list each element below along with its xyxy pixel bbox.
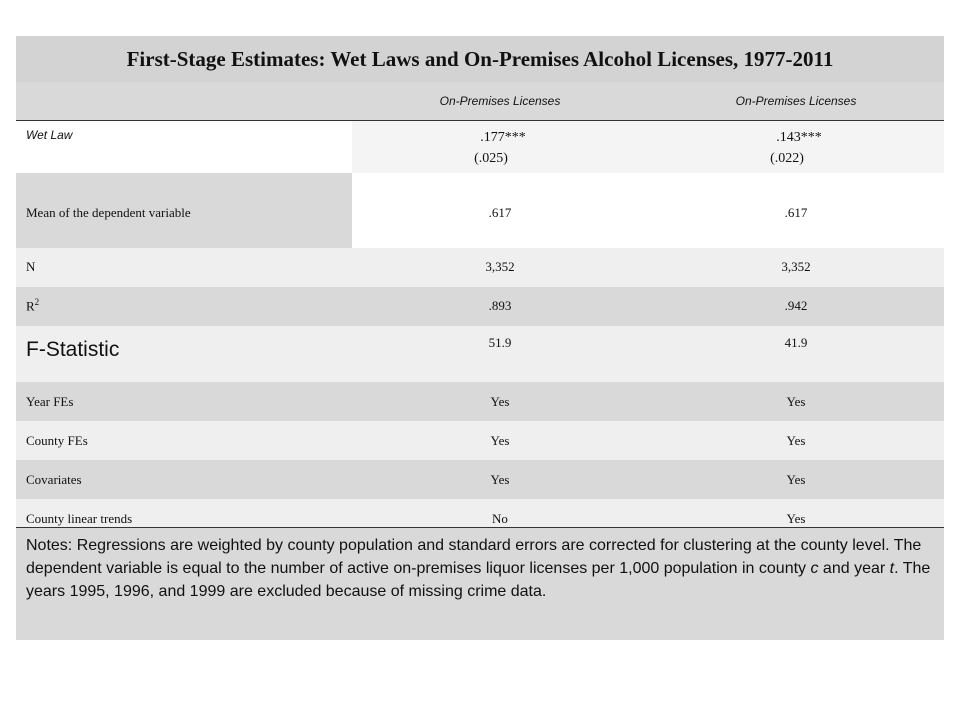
table-title: First-Stage Estimates: Wet Laws and On-Premises Alcohol Licenses, 1977-2011 — [16, 36, 944, 82]
se-col1: (.025) — [474, 151, 508, 166]
superscript: 2 — [34, 297, 40, 307]
value-col1: Yes — [490, 433, 510, 448]
value-col1: 51.9 — [488, 335, 512, 350]
table-row-n — [16, 248, 944, 287]
value-col2: Yes — [786, 394, 806, 409]
se-col2: (.022) — [770, 151, 804, 166]
value-col1: No — [492, 511, 508, 526]
table-row-r-squared — [16, 287, 944, 326]
row-label: N — [26, 259, 36, 274]
column-header-row — [16, 82, 944, 121]
table-row-county-fes — [16, 421, 944, 460]
table-notes: Notes: Regressions are weighted by county population and standard errors are corrected for clustering at the county level. The dependent variable is equal to the number of active on-premises liquor licenses per 1,000 population in county c and year t. The years 1995, 1996, and 1999 are excluded because of missing crime data. — [16, 527, 944, 640]
value-col2: .617 — [784, 205, 808, 220]
table-row-mean — [16, 173, 944, 248]
row-label: Year FEs — [26, 394, 74, 409]
value-col1: .617 — [488, 205, 512, 220]
row-label: $R^2$ — [26, 297, 40, 314]
value-col2: .942 — [784, 298, 808, 313]
variable-c: c — [810, 560, 819, 577]
column-header-1: On-Premises Licenses — [439, 94, 561, 108]
table-row-year-fes — [16, 382, 944, 421]
row-label: Covariates — [26, 472, 82, 487]
value-col2: 3,352 — [781, 259, 811, 274]
variable-t: t — [889, 560, 895, 577]
value-col1: Yes — [490, 394, 510, 409]
value-col1: Yes — [490, 472, 510, 487]
coef-col2: .143*** — [776, 130, 822, 145]
column-header-2: On-Premises Licenses — [735, 94, 857, 108]
row-label: F-Statistic — [26, 338, 120, 361]
value-col1: 3,352 — [485, 259, 515, 274]
value-col2: 41.9 — [784, 335, 808, 350]
row-label: Mean of the dependent variable — [26, 205, 191, 220]
row-label: Wet Law — [26, 128, 73, 142]
table-row-wet-law — [16, 121, 944, 173]
table-row-f-statistic — [16, 326, 944, 382]
value-col2: Yes — [786, 472, 806, 487]
value-col2: Yes — [786, 511, 806, 526]
value-col2: Yes — [786, 433, 806, 448]
table-row-covariates — [16, 460, 944, 499]
row-label: County linear trends — [26, 511, 133, 526]
coef-col1: .177*** — [480, 130, 526, 145]
row-label: County FEs — [26, 433, 88, 448]
value-col1: .893 — [488, 298, 512, 313]
